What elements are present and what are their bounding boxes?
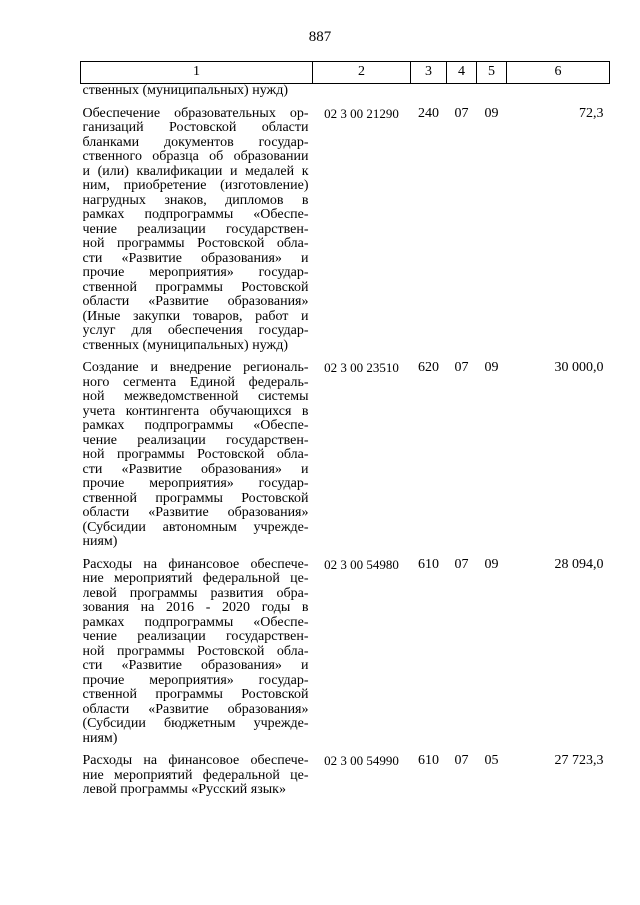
header-col-5: 5 [477,62,507,84]
row-subsection: 09 [484,556,499,572]
desc-line: области «Развитие образования» [82,702,309,717]
desc-line: ние мероприятий федеральной це- [82,768,309,783]
desc-line: ной программы Ростовской обла- [82,644,309,659]
desc-line: учета контингента обучающихся в [82,404,309,419]
row-expense-type: 240 [418,105,439,121]
desc-line: ниям) [82,535,118,549]
table-row [81,361,610,550]
desc-line: чение реализации государствен- [82,433,309,448]
desc-line: ной программы Ростовской обла- [82,448,309,462]
header-col-3: 3 [411,62,447,84]
desc-line: нагрудных знаков, дипломов в [82,193,309,208]
row-subsection: 09 [484,105,499,121]
desc-line: ние мероприятий федеральной це- [82,572,309,586]
row-description [81,754,313,798]
row-target-code: 02 3 00 21290 [324,105,399,121]
desc-line: и (или) квалификации и медалей к [82,164,309,179]
desc-line: ственной программы Ростовской [82,688,309,702]
desc-line: ственного образца об образовании [82,150,309,164]
desc-line: ственных (муниципальных) нужд) [82,84,288,98]
row-description [81,558,313,747]
header-col-4: 4 [447,62,477,84]
row-amount: 27 723,3 [554,753,604,768]
desc-line: ной программы Ростовской обла- [82,237,309,251]
desc-line: услуг для обеспечения государ- [82,324,309,338]
row-expense-type: 620 [418,360,439,375]
desc-line: Расходы на финансовое обеспече- [82,557,309,572]
desc-line: ганизаций Ростовской области [82,121,309,135]
desc-line: ственных (муниципальных) нужд) [82,338,288,353]
desc-line: рамках подпрограммы «Обеспе- [82,419,309,433]
desc-line: (Субсидии автономным учрежде- [82,520,309,535]
row-target-code: 02 3 00 54980 [324,556,399,572]
row-subsection: 09 [484,360,499,375]
table-row [81,107,610,354]
table-row [81,558,610,747]
desc-line: ниям) [82,731,118,746]
desc-line: ственной программы Ростовской [82,280,309,295]
desc-line: ним, приобретение (изготовление) [82,179,309,193]
header-col-2: 2 [313,62,411,84]
continuation-text [81,84,313,99]
desc-line: ной межведомственной системы [82,390,309,404]
desc-line: Расходы на финансовое обеспече- [82,754,309,768]
continuation-row [81,84,610,99]
desc-line: сти «Развитие образования» и [82,251,309,266]
desc-line: прочие мероприятия» государ- [82,673,309,688]
desc-line: бланками документов государ- [82,135,309,150]
desc-line: области «Развитие образования» [82,506,309,520]
row-target-code: 02 3 00 23510 [324,360,399,375]
table-header-row [81,62,610,84]
desc-line: рамках подпрограммы «Обеспе- [82,208,309,222]
desc-line: прочие мероприятия» государ- [82,266,309,280]
row-section: 07 [454,360,469,375]
row-amount: 28 094,0 [554,556,604,572]
desc-line: ного сегмента Единой федераль- [82,375,309,390]
row-expense-type: 610 [418,753,439,768]
row-subsection: 05 [484,753,499,768]
row-amount: 72,3 [579,105,604,121]
desc-line: Обеспечение образовательных ор- [82,106,309,121]
row-section: 07 [454,753,469,768]
desc-line: Создание и внедрение региональ- [82,361,309,375]
desc-line: зования на 2016 - 2020 годы в [82,601,309,615]
desc-line: чение реализации государствен- [82,222,309,237]
desc-line: ственной программы Ростовской [82,491,309,506]
desc-line: сти «Развитие образования» и [82,462,309,477]
desc-line: сти «Развитие образования» и [82,659,309,673]
row-description [81,107,313,354]
desc-line: (Иные закупки товаров, работ и [82,309,309,324]
desc-line: левой программы развития обра- [82,586,309,601]
row-section: 07 [454,105,469,121]
row-target-code: 02 3 00 54990 [324,753,399,768]
row-description [81,361,313,550]
row-amount: 30 000,0 [554,360,604,375]
header-col-6: 6 [507,62,610,84]
desc-line: чение реализации государствен- [82,630,309,644]
header-col-1: 1 [81,62,313,84]
desc-line: рамках подпрограммы «Обеспе- [82,615,309,630]
page-number: 887 [308,29,332,45]
desc-line: левой программы «Русский язык» [82,783,286,797]
budget-table [80,61,610,798]
row-expense-type: 610 [418,556,439,572]
desc-line: (Субсидии бюджетным учрежде- [82,717,309,731]
table-row [81,754,610,798]
row-section: 07 [454,556,469,572]
desc-line: прочие мероприятия» государ- [82,477,309,491]
desc-line: области «Развитие образования» [82,295,309,309]
